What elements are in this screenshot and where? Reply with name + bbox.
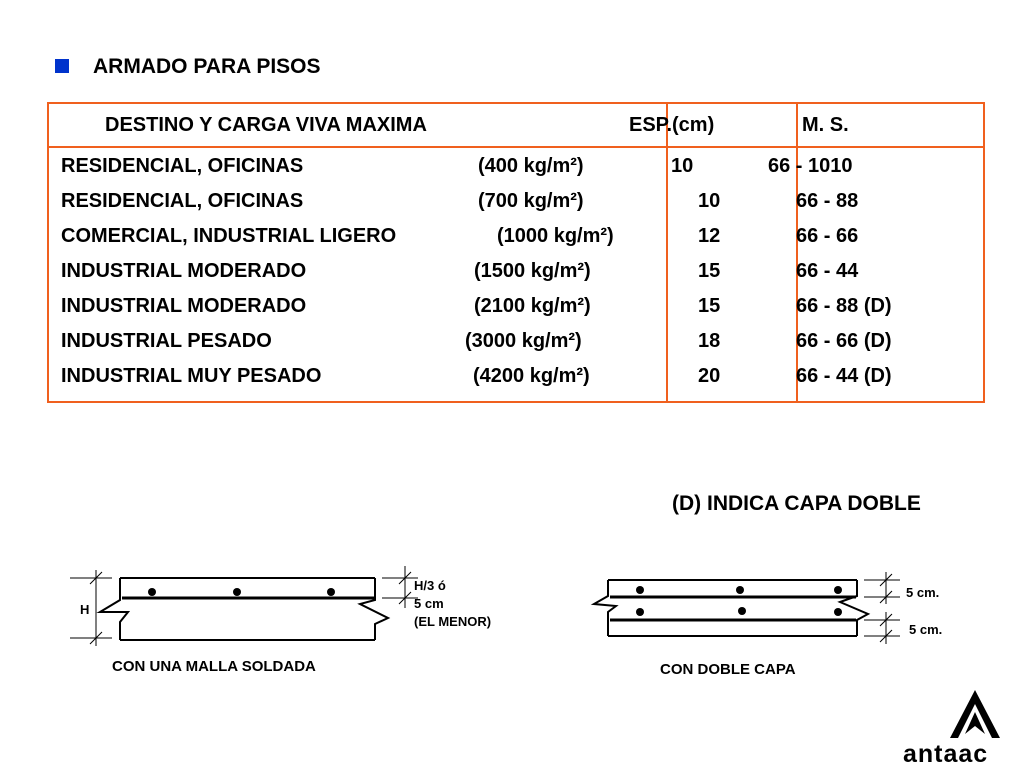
- row-esp: 10: [671, 155, 694, 177]
- row-destino: COMERCIAL, INDUSTRIAL LIGERO: [61, 225, 397, 247]
- slab-break-left: [100, 578, 128, 640]
- row-esp: 15: [698, 260, 721, 282]
- row-destino: INDUSTRIAL PESADO: [61, 330, 272, 352]
- cover-dimension-top: [864, 572, 900, 604]
- double-mesh-dots: [636, 586, 842, 616]
- row-ms: 66 - 44 (D): [796, 365, 892, 387]
- row-esp: 18: [698, 330, 721, 352]
- row-carga: (400 kg/m²): [478, 155, 584, 177]
- header-ms: M. S.: [802, 114, 849, 136]
- row-carga: (4200 kg/m²): [473, 365, 590, 387]
- double-layer-caption: CON DOBLE CAPA: [660, 661, 796, 678]
- mesh-dots: [148, 588, 335, 596]
- row-esp: 10: [698, 190, 721, 212]
- row-ms: 66 - 66 (D): [796, 330, 892, 352]
- cover-dimension-single: [382, 566, 418, 608]
- row-carga: (700 kg/m²): [478, 190, 584, 212]
- dim-label-line3: (EL MENOR): [414, 614, 492, 629]
- row-destino: INDUSTRIAL MODERADO: [61, 260, 307, 282]
- dim-top-label: 5 cm.: [906, 585, 940, 600]
- row-esp: 15: [698, 295, 721, 317]
- dim-label-line1: H/3 ó: [414, 578, 446, 593]
- cover-dimension-bottom: [864, 612, 900, 644]
- row-ms: 66 - 66: [796, 225, 859, 247]
- antaac-logo-mark: [950, 690, 1000, 738]
- header-destino: DESTINO Y CARGA VIVA MAXIMA: [105, 114, 427, 136]
- height-label: H: [80, 602, 90, 617]
- row-carga: (3000 kg/m²): [465, 330, 582, 352]
- dim-label-line2: 5 cm: [414, 596, 444, 611]
- row-esp: 20: [698, 365, 721, 387]
- row-ms: 66 - 1010: [768, 155, 853, 177]
- row-ms: 66 - 88: [796, 190, 859, 212]
- double-layer-note: (D) INDICA CAPA DOBLE: [672, 492, 921, 515]
- row-destino: INDUSTRIAL MUY PESADO: [61, 365, 322, 387]
- row-destino: RESIDENCIAL, OFICINAS: [61, 155, 304, 177]
- row-destino: RESIDENCIAL, OFICINAS: [61, 190, 304, 212]
- slab-break-right: [360, 578, 388, 640]
- dim-bottom-label: 5 cm.: [909, 622, 943, 637]
- single-mesh-slab-diagram: [100, 578, 388, 640]
- row-carga: (1000 kg/m²): [497, 225, 614, 247]
- page-title: ARMADO PARA PISOS: [93, 55, 321, 78]
- row-ms: 66 - 88 (D): [796, 295, 892, 317]
- row-carga: (1500 kg/m²): [474, 260, 591, 282]
- single-mesh-caption: CON UNA MALLA SOLDADA: [112, 658, 316, 675]
- row-esp: 12: [698, 225, 721, 247]
- row-ms: 66 - 44: [796, 260, 859, 282]
- row-destino: INDUSTRIAL MODERADO: [61, 295, 307, 317]
- header-esp: ESP.(cm): [629, 114, 715, 136]
- double-layer-slab-diagram: [594, 580, 868, 636]
- antaac-logo-text: antaac: [903, 740, 989, 768]
- row-carga: (2100 kg/m²): [474, 295, 591, 317]
